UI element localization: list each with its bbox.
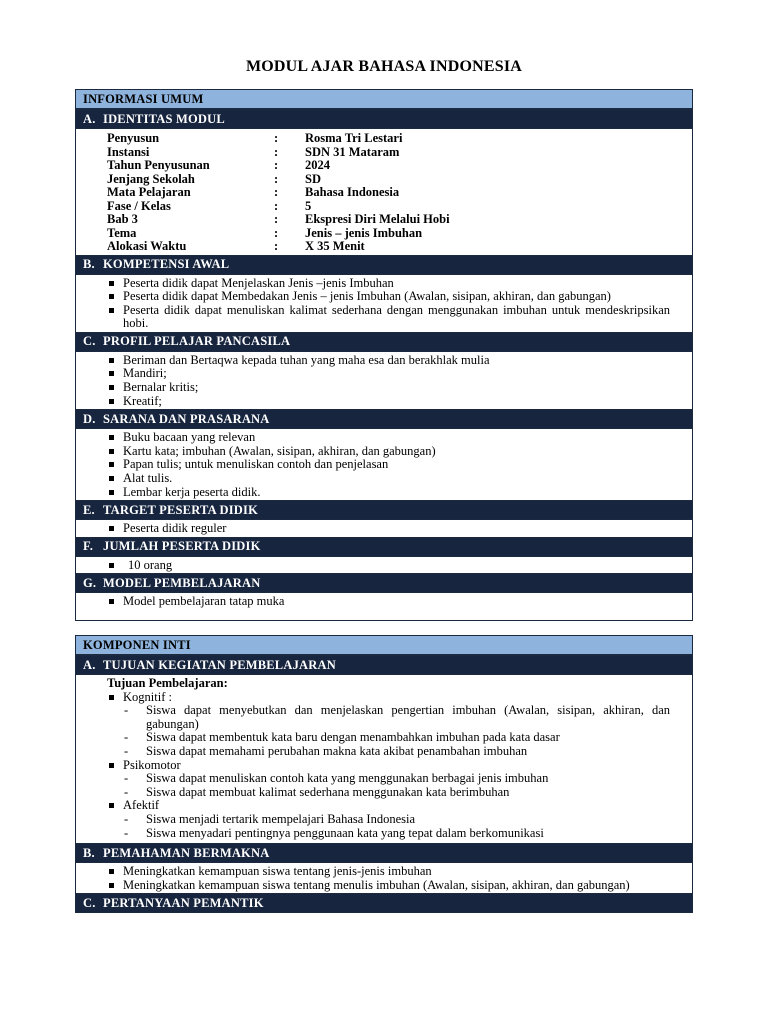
list-item: Peserta didik dapat Membedakan Jenis – jenis Imbuhan (Awalan, sisipan, akhiran, dan gabungan) <box>76 290 670 304</box>
list-item: Beriman dan Bertaqwa kepada tuhan yang maha esa dan berakhlak mulia <box>76 354 670 368</box>
tujuan-cell <box>75 675 693 843</box>
target-list <box>76 520 692 537</box>
section-letter: F. <box>83 539 94 554</box>
pemahaman-cell <box>75 863 693 893</box>
identitas-label: Instansi <box>107 144 150 159</box>
domain-bullet: Afektif <box>76 799 670 813</box>
section-letter: B. <box>83 257 95 271</box>
identitas-label: Penyusun <box>107 131 160 145</box>
list-item: Peserta didik reguler <box>76 522 670 536</box>
objective-item: - Siswa menyadari pentingnya penggunaan kata yang tepat dalam berkomunikasi <box>76 827 670 841</box>
identitas-value: 5 <box>305 198 312 213</box>
model-cell <box>75 593 693 621</box>
identitas-value: Ekspresi Diri Melalui Hobi <box>305 212 450 226</box>
identitas-label: Jenjang Sekolah <box>107 171 195 186</box>
section-heading: PERTANYAAN PEMANTIK <box>103 895 264 910</box>
section-profil-pelajar <box>75 332 693 352</box>
section-letter: A. <box>83 657 96 672</box>
identitas-label: Tahun Penyusunan <box>107 158 210 172</box>
list-item: Peserta didik dapat Menjelaskan Jenis –jenis Imbuhan <box>76 277 670 291</box>
identitas-row <box>107 132 692 146</box>
jumlah-list <box>76 557 692 574</box>
identitas-colon: : <box>274 212 279 226</box>
identitas-colon: : <box>274 239 279 253</box>
identitas-value: Jenis – jenis Imbuhan <box>305 225 423 240</box>
objective-item: - Siswa dapat menyebutkan dan menjelaskan pengertian imbuhan (Awalan, sisipan, akhiran, dan gabungan) <box>76 704 670 731</box>
section-letter: G. <box>83 575 97 590</box>
identitas-value: Bahasa Indonesia <box>305 185 400 199</box>
list-item: Bernalar kritis; <box>76 381 670 395</box>
section-pertanyaan-pemantik <box>75 893 693 913</box>
list-item: Mandiri; <box>76 367 670 381</box>
section-model-pembelajaran <box>75 573 693 593</box>
section-komponen-inti <box>75 635 693 655</box>
sarana-list <box>76 429 692 500</box>
list-item: Kreatif; <box>76 395 670 409</box>
profil-list <box>76 352 692 409</box>
section-informasi-umum <box>75 89 693 109</box>
list-item: Meningkatkan kemampuan siswa tentang jenis-jenis imbuhan <box>76 865 670 879</box>
identitas-value: SDN 31 Mataram <box>305 144 400 159</box>
section-heading: JUMLAH PESERTA DIDIK <box>103 539 261 554</box>
section-heading: IDENTITAS MODUL <box>103 111 225 126</box>
objective-item: - Siswa dapat membuat kalimat sederhana menggunakan kata berimbuhan <box>76 786 670 800</box>
identitas-value: X 35 Menit <box>305 239 365 253</box>
identitas-colon: : <box>274 131 279 145</box>
objective-item: - Siswa dapat memahami perubahan makna kata akibat penambahan imbuhan <box>76 745 670 759</box>
identitas-colon: : <box>274 171 279 186</box>
section-heading: SARANA DAN PRASARANA <box>103 411 270 426</box>
identitas-value: 2024 <box>305 158 330 172</box>
identitas-label: Mata Pelajaran <box>107 185 191 199</box>
identitas-row <box>107 213 692 227</box>
section-heading: PROFIL PELAJAR PANCASILA <box>103 334 291 349</box>
identitas-label: Fase / Kelas <box>107 198 171 213</box>
section-letter: D. <box>83 411 96 426</box>
list-item: 10 orang <box>76 559 670 573</box>
section-target-peserta <box>75 500 693 520</box>
section-kompetensi-awal <box>75 255 693 275</box>
module-table <box>75 89 693 913</box>
section-letter: C. <box>83 895 96 910</box>
identitas-row <box>107 159 692 173</box>
list-item: Papan tulis; untuk menuliskan contoh dan penjelasan <box>76 458 670 472</box>
section-pemahaman-bermakna <box>75 843 693 863</box>
section-heading: INFORMASI UMUM <box>83 91 204 106</box>
list-item: Alat tulis. <box>76 472 670 486</box>
list-item: Meningkatkan kemampuan siswa tentang menulis imbuhan (Awalan, sisipan, akhiran, dan gabungan) <box>76 879 670 893</box>
identitas-label: Tema <box>107 225 137 240</box>
tujuan-subheading: Tujuan Pembelajaran: <box>107 676 228 690</box>
objective-item: - Siswa dapat membentuk kata baru dengan menambahkan imbuhan pada kata dasar <box>76 731 670 745</box>
section-letter: C. <box>83 334 96 349</box>
pemahaman-list <box>76 863 692 893</box>
section-letter: B. <box>83 845 95 860</box>
section-tujuan-kegiatan <box>75 655 693 675</box>
section-letter: A. <box>83 111 96 126</box>
list-item: Kartu kata; imbuhan (Awalan, sisipan, akhiran, dan gabungan) <box>76 445 670 459</box>
target-cell <box>75 520 693 537</box>
section-heading: MODEL PEMBELAJARAN <box>103 575 261 590</box>
section-heading: PEMAHAMAN BERMAKNA <box>103 845 270 860</box>
document-title: MODUL AJAR BAHASA INDONESIA <box>245 58 523 75</box>
section-sarana-prasarana <box>75 409 693 429</box>
list-item: Buku bacaan yang relevan <box>76 431 670 445</box>
objective-item: - Siswa menjadi tertarik mempelajari Bahasa Indonesia <box>76 813 670 827</box>
section-identitas-modul <box>75 109 693 129</box>
objective-item: - Siswa dapat menuliskan contoh kata yang menggunakan berbagai jenis imbuhan <box>76 772 670 786</box>
identitas-colon: : <box>274 185 279 199</box>
identitas-value: SD <box>305 171 321 186</box>
kompetensi-list <box>76 275 692 332</box>
table-gap <box>75 621 693 635</box>
identitas-row <box>107 146 692 160</box>
sarana-cell <box>75 429 693 500</box>
identitas-row <box>107 227 692 241</box>
identitas-label: Alokasi Waktu <box>107 239 187 253</box>
section-heading: KOMPONEN INTI <box>83 637 191 652</box>
model-list <box>76 593 692 610</box>
identitas-label: Bab 3 <box>107 212 138 226</box>
identitas-row <box>107 240 692 254</box>
section-heading: KOMPETENSI AWAL <box>103 257 230 271</box>
section-heading: TARGET PESERTA DIDIK <box>103 502 258 517</box>
identitas-row <box>107 200 692 214</box>
jumlah-cell <box>75 557 693 574</box>
identitas-colon: : <box>274 225 279 240</box>
profil-cell <box>75 352 693 409</box>
kompetensi-cell <box>75 275 693 332</box>
section-jumlah-peserta <box>75 537 693 557</box>
section-letter: E. <box>83 502 95 517</box>
identitas-table <box>75 129 693 255</box>
identitas-colon: : <box>274 158 279 172</box>
section-heading: TUJUAN KEGIATAN PEMBELAJARAN <box>103 657 336 672</box>
identitas-row <box>107 173 692 187</box>
identitas-row <box>107 186 692 200</box>
list-item: Lembar kerja peserta didik. <box>76 486 670 500</box>
list-item: Model pembelajaran tatap muka <box>76 595 670 609</box>
domain-bullet: Kognitif : <box>76 691 670 705</box>
list-item: Peserta didik dapat menuliskan kalimat sederhana dengan menggunakan imbuhan untuk mendeskripsikan hobi. <box>76 304 670 331</box>
domain-bullet: Psikomotor <box>76 759 670 773</box>
identitas-colon: : <box>274 144 279 159</box>
identitas-colon: : <box>274 198 279 213</box>
identitas-value: Rosma Tri Lestari <box>305 131 403 145</box>
